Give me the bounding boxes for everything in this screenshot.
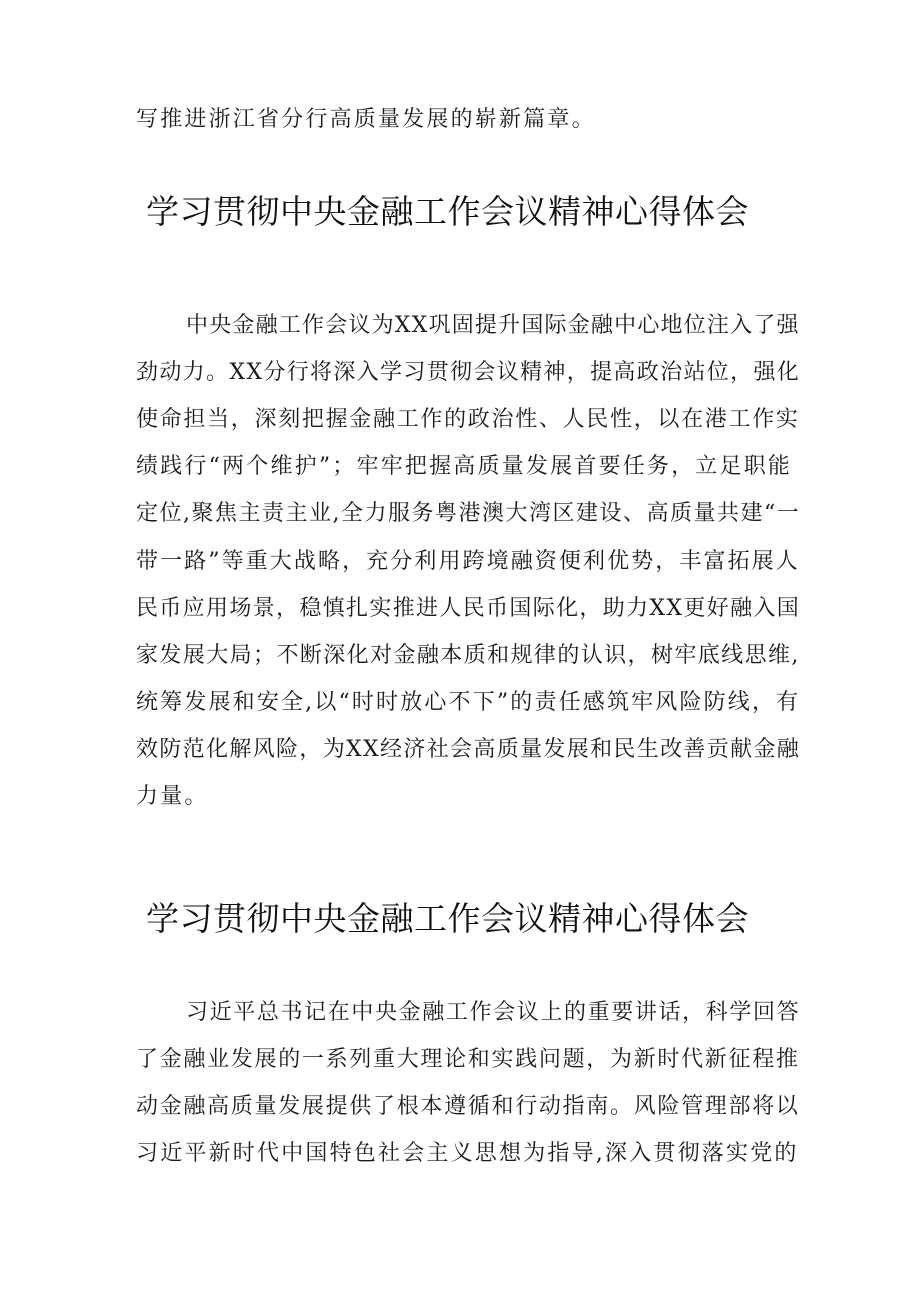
paragraph-line: 家发展大局；不断深化对金融本质和规律的认识，树牢底线思维, xyxy=(136,643,800,668)
paragraph-line: 习近平总书记在中央金融工作会议上的重要讲话，科学回答 xyxy=(186,1000,801,1025)
section-1-heading: 学习贯彻中央金融工作会议精神心得体会 xyxy=(146,192,749,231)
top-fragment-line: 写推进浙江省分行高质量发展的崭新篇章。 xyxy=(136,107,596,132)
paragraph-line: 定位,聚焦主责主业,全力服务粤港澳大湾区建设、高质量共建“一 xyxy=(136,501,801,526)
paragraph-line: 劲动力。XX分行将深入学习贯彻会议精神，提高政治站位，强化 xyxy=(136,360,801,385)
paragraph-line: 了金融业发展的一系列重大理论和实践问题，为新时代新征程推 xyxy=(136,1047,800,1072)
section-2-heading: 学习贯彻中央金融工作会议精神心得体会 xyxy=(146,899,749,938)
paragraph-line: 动金融高质量发展提供了根本遵循和行动指南。风险管理部将以 xyxy=(136,1094,800,1119)
paragraph-line: 绩践行“两个维护”；牢牢把握高质量发展首要任务，立足职能 xyxy=(136,454,793,479)
paragraph-line: 统筹发展和安全,以“时时放心不下”的责任感筑牢风险防线，有 xyxy=(136,690,801,715)
paragraph-line: 效防范化解风险，为XX经济社会高质量发展和民生改善贡献金融 xyxy=(136,737,801,762)
paragraph-line: 使命担当，深刻把握金融工作的政治性、人民性，以在港工作实 xyxy=(136,407,800,432)
paragraph-line: 习近平新时代中国特色社会主义思想为指导,深入贯彻落实党的 xyxy=(136,1141,799,1166)
paragraph-line: 中央金融工作会议为XX巩固提升国际金融中心地位注入了强 xyxy=(186,313,800,338)
paragraph-line: 民币应用场景，稳慎扎实推进人民币国际化，助力XX更好融入国 xyxy=(136,596,801,621)
paragraph-line: 力量。 xyxy=(136,784,209,809)
paragraph-line: 带一路”等重大战略，充分利用跨境融资便利优势，丰富拓展人 xyxy=(136,549,800,574)
